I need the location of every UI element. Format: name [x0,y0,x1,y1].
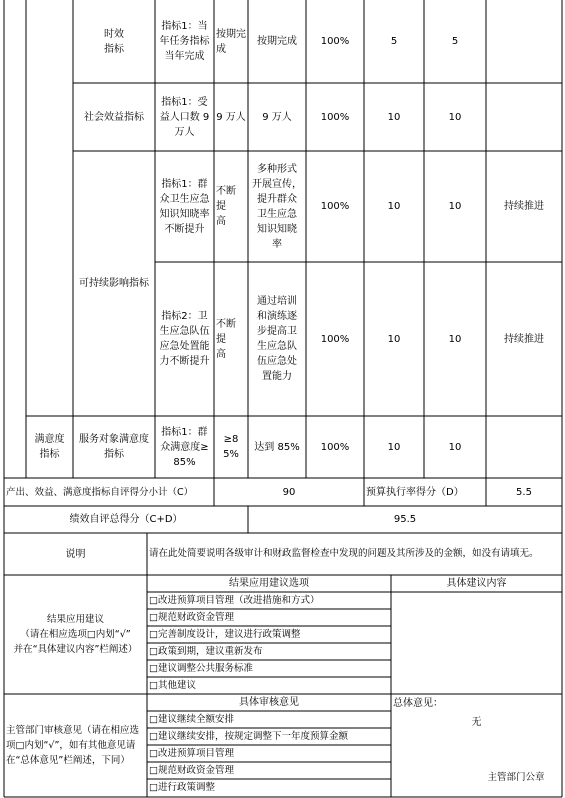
score-cell: 10 [448,111,462,123]
suggestion-content-header: 具体建议内容 [446,578,507,589]
suggestion-option[interactable]: □规范财政资金管理 [149,612,234,623]
suggestion-option[interactable]: □建议调整公共服务标准 [149,663,253,674]
weight-cell: 10 [387,333,401,345]
completion-rate-cell: 100% [320,111,350,123]
score-cell: 10 [448,333,462,345]
review-option[interactable]: □建议继续安排，按规定调整下一年度预算金额 [149,731,348,742]
weight-cell: 10 [387,441,401,453]
review-label: 主管部门审核意见（请在相应选项□内划“√”，如有其他意见请在“总体意见”栏阐述，下同） [6,725,140,766]
reason-cell [486,416,562,478]
completion-rate-cell: 100% [320,36,350,47]
target-value-cell: 按期完 成 [216,28,246,55]
reason-cell: 持续推进 [504,333,544,345]
primary-indicator-satisfaction: 满意度 指标 [34,434,65,460]
subtotal-label: 产出、效益、满意度指标自评得分小计（C） [6,486,194,498]
note-label: 说明 [65,548,86,560]
indicator-cell: 指标2：卫 生应急队伍 应急处置能 力不断提升 [159,311,210,367]
weight-cell: 5 [390,36,398,47]
indicator-cell: 指标1：受 益人口数 9 万人 [159,96,210,138]
actual-value-cell: 达到 85% [254,441,300,453]
secondary-indicator-timeliness: 时效 指标 [104,28,124,55]
review-option[interactable]: □规范财政资金管理 [149,765,234,776]
completion-rate-cell: 100% [320,201,350,212]
completion-rate-cell: 100% [320,441,350,453]
reason-cell: 持续推进 [504,201,544,212]
target-value-cell: 9 万人 [216,111,246,123]
review-options-header: 具体审核意见 [239,697,299,708]
suggestion-options-header: 结果应用建议选项 [229,578,309,589]
target-value-cell: 不断 提 高 [216,318,236,360]
actual-value-cell: 按期完成 [257,36,297,47]
actual-value-cell: 9 万人 [262,111,292,123]
suggestion-content[interactable] [391,592,562,694]
secondary-indicator-satisfaction: 服务对象满意度 指标 [79,434,149,460]
weight-cell: 10 [387,111,401,123]
suggestion-label: 结果应用建议 （请在相应选项□内划“√” 并在“具体建议内容”栏阐述） [13,614,138,655]
suggestion-option[interactable]: □其他建议 [149,680,196,691]
review-option[interactable]: □进行政策调整 [149,782,215,793]
department-seal-label: 主管部门公章 [487,771,545,783]
indicator-cell: 指标1：群 众满意度≥ 85% [160,426,209,468]
total-score-value: 95.5 [393,514,417,525]
reason-cell [486,83,562,151]
completion-rate-cell: 100% [320,333,350,345]
indicator-cell: 指标1：群 众卫生应急 知识知晓率 不断提升 [159,178,210,235]
secondary-indicator-social: 社会效益指标 [84,111,144,123]
budget-rate-value: 5.5 [516,486,532,498]
overall-opinion-value[interactable]: 无 [471,716,482,728]
score-cell: 5 [451,36,459,47]
overall-opinion-label: 总体意见： [393,698,443,709]
suggestion-option[interactable]: □完善制度设计，建议进行政策调整 [149,629,301,640]
score-cell: 10 [448,201,462,212]
target-value-cell: ≥85% [223,434,239,460]
weight-cell: 10 [387,201,401,212]
actual-value-cell: 通过培训 和演练逐 步提高卫 生应急队 伍应急处 置能力 [257,296,297,382]
reason-cell [486,0,562,83]
budget-rate-label: 预算执行率得分（D） [366,486,464,498]
total-score-label: 绩效自评总得分（C+D） [69,514,183,525]
suggestion-option[interactable]: □政策到期，建议重新发布 [149,646,263,657]
target-value-cell: 不断 提 高 [216,186,236,227]
score-cell: 10 [448,441,462,453]
review-option[interactable]: □建议继续全额安排 [149,714,234,725]
actual-value-cell: 多种形式 开展宣传， 提升群众 卫生应急 知识知晓 率 [252,163,302,250]
suggestion-option[interactable]: □改进预算项目管理（改进措施和方式） [149,595,320,606]
indicator-cell: 指标1：当 年任务指标 当年完成 [159,21,210,62]
subtotal-value: 90 [282,486,296,498]
review-option[interactable]: □改进预算项目管理 [149,748,234,759]
secondary-indicator-sustainability: 可持续影响指标 [79,278,149,289]
note-text: 请在此处简要说明各级审计和财政监督检查中发现的问题及其所涉及的金额，如没有请填无。 [149,548,539,559]
